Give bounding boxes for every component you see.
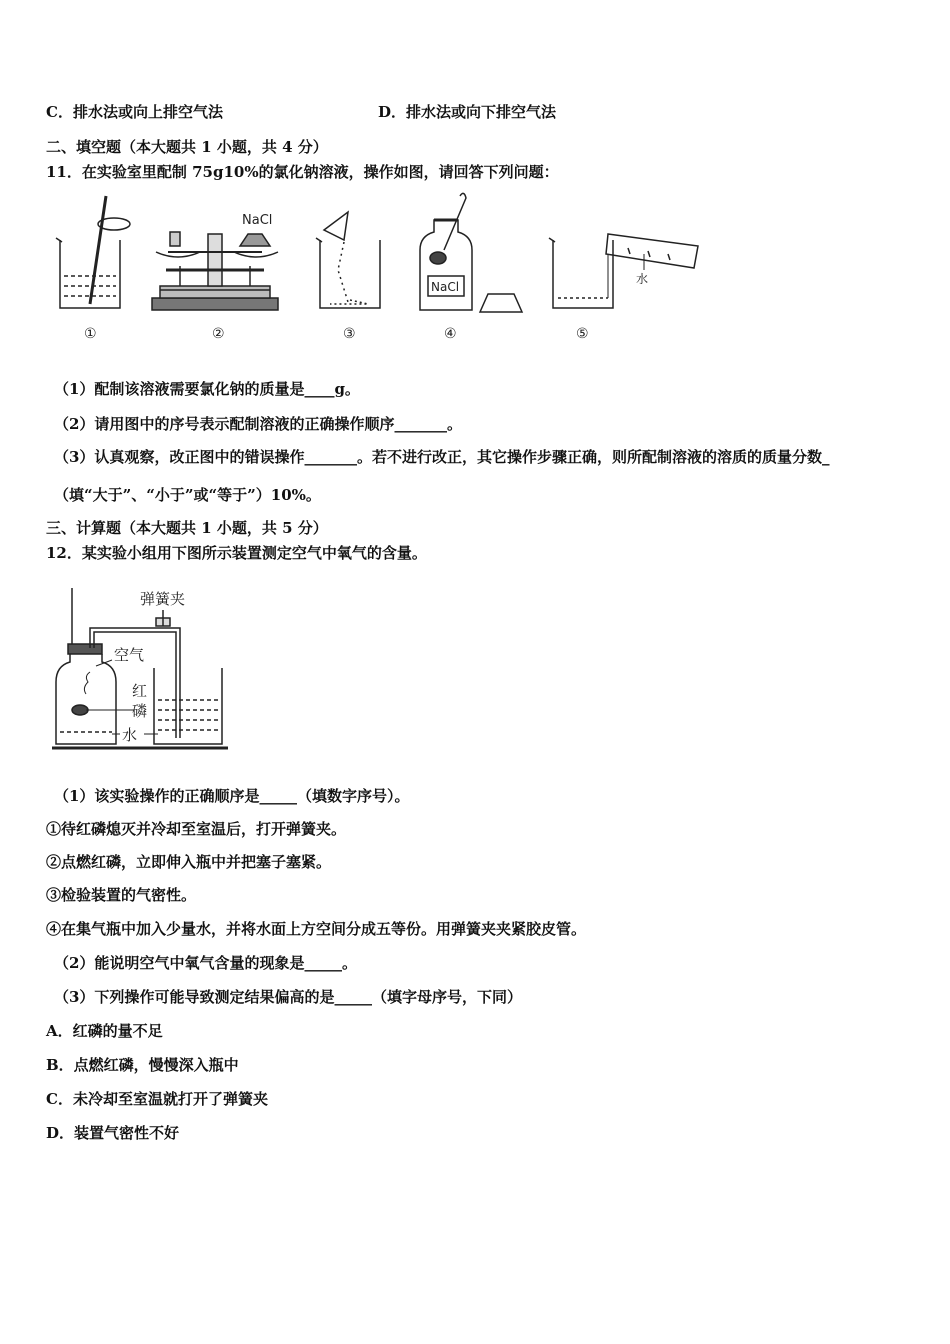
q12-option-b: B．点燃红磷，慢慢深入瓶中 (46, 1056, 239, 1074)
q12-stem: 12．某实验小组用下图所示装置测定空气中氧气的含量。 (46, 544, 427, 562)
q12-step-1: ①待红磷熄灭并冷却至室温后，打开弹簧夹。 (46, 820, 347, 838)
step-label-5: ⑤ (576, 326, 589, 342)
q12-part3: （3）下列操作可能导致测定结果偏高的是_____（填字母序号，下同） (54, 988, 522, 1006)
q10-option-c: C．排水法或向上排空气法 (46, 103, 223, 121)
q12-option-a: A．红磷的量不足 (46, 1022, 163, 1040)
clamp-label: 弹簧夹 (140, 590, 186, 608)
nacl-top-label: NaCl (242, 213, 273, 228)
red-phosphorus-label-2: 磷 (132, 702, 148, 720)
red-phosphorus-label-1: 红 (132, 682, 148, 700)
balance-figure (152, 232, 278, 310)
step-label-1: ① (84, 326, 97, 342)
q11-figure (48, 190, 718, 350)
section2-heading: 二、填空题（本大题共 1 小题，共 4 分） (46, 138, 328, 156)
q11-part1: （1）配制该溶液需要氯化钠的质量是____g。 (54, 380, 360, 398)
cylinder-pouring-figure (549, 234, 698, 308)
q12-part2: （2）能说明空气中氧气含量的现象是_____。 (54, 954, 357, 972)
step-label-3: ③ (343, 326, 356, 342)
bottle-stopper (68, 644, 102, 654)
q12-option-c: C．未冷却至室温就打开了弹簧夹 (46, 1090, 268, 1108)
air-label: 空气 (114, 646, 145, 664)
q12-step-4: ④在集气瓶中加入少量水，并将水面上方空间分成五等份。用弹簧夹夹紧胶皮管。 (46, 920, 587, 938)
q12-part1: （1）该实验操作的正确顺序是_____（填数字序号）。 (54, 787, 410, 805)
water-label-cylinder: 水 (636, 272, 649, 286)
step-label-4: ④ (444, 326, 457, 342)
step-label-2: ② (212, 326, 225, 342)
water-label-bottle: 水 (122, 726, 138, 744)
q12-option-d: D．装置气密性不好 (46, 1124, 180, 1142)
q11-stem: 11．在实验室里配制 75g10%的氯化钠溶液，操作如图，请回答下列问题： (46, 163, 559, 181)
q12-figure (50, 582, 240, 752)
beaker-stirring-figure (56, 196, 130, 308)
beaker (154, 668, 222, 744)
q11-part2: （2）请用图中的序号表示配制溶液的正确操作顺序_______。 (54, 415, 462, 433)
q11-part3: （3）认真观察，改正图中的错误操作_______。若不进行改正，其它操作步骤正确，则所配制溶液的溶质的质量分数_ (54, 448, 830, 466)
q12-step-3: ③检验装置的气密性。 (46, 886, 197, 904)
section3-heading: 三、计算题（本大题共 1 小题，共 5 分） (46, 519, 328, 537)
q11-part3-continued: （填“大于”、“小于”或“等于”）10%。 (54, 486, 321, 504)
q12-step-2: ②点燃红磷，立即伸入瓶中并把塞子塞紧。 (46, 853, 332, 871)
collection-bottle (56, 654, 116, 744)
reagent-jar-figure (420, 193, 522, 312)
q10-option-d: D．排水法或向下排空气法 (378, 103, 557, 121)
combustion-spoon (72, 705, 88, 715)
nacl-jar-label: NaCl (431, 280, 460, 294)
beaker-pouring-figure (316, 212, 380, 308)
